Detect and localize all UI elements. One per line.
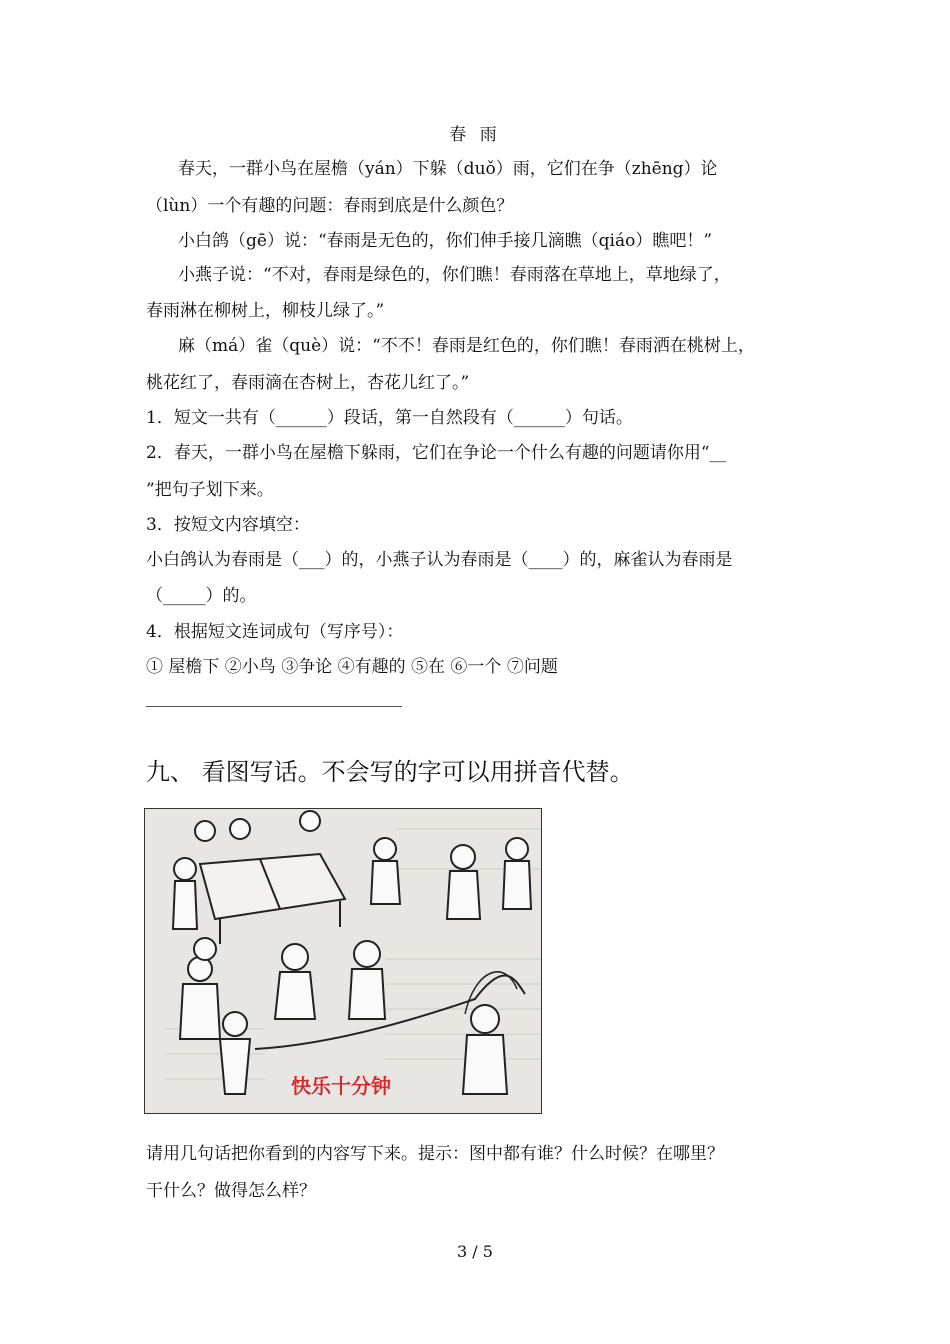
question-line: ① 屋檐下 ②小鸟 ③争论 ④有趣的 ⑤在 ⑥一个 ⑦问题 bbox=[146, 657, 558, 677]
passage-title: 春 雨 bbox=[449, 125, 501, 145]
cartoon-picture bbox=[144, 808, 542, 1114]
question-line: 4．根据短文连词成句（写序号）： bbox=[146, 622, 404, 642]
passage-line: （lùn）一个有趣的问题：春雨到底是什么颜色？ bbox=[146, 196, 514, 216]
question-line: 小白鸽认为春雨是（___）的，小燕子认为春雨是（____）的，麻雀认为春雨是 bbox=[146, 550, 733, 570]
question-line: （_____）的。 bbox=[146, 586, 257, 606]
question-line: 2．春天，一群小鸟在屋檐下躲雨，它们在争论一个什么有趣的问题请你用“__ bbox=[146, 443, 727, 463]
passage-line: 春天，一群小鸟在屋檐（yán）下躲（duǒ）雨，它们在争（zhēng）论 bbox=[178, 159, 718, 179]
prompt-line: 请用几句话把你看到的内容写下来。提示：图中都有谁？什么时候？在哪里？ bbox=[146, 1144, 724, 1164]
picture-caption: 快乐十分钟 bbox=[291, 1074, 391, 1098]
prompt-line: 干什么？做得怎么样？ bbox=[146, 1181, 316, 1201]
question-line: 1．短文一共有（______）段话，第一自然段有（______）句话。 bbox=[146, 408, 633, 428]
passage-line: 春雨淋在柳树上，柳枝儿绿了。” bbox=[146, 301, 385, 321]
passage-line: 小燕子说：“不对，春雨是绿色的，你们瞧！春雨落在草地上，草地绿了， bbox=[178, 265, 731, 285]
passage-line: 小白鸽（gē）说：“春雨是无色的，你们伸手接几滴瞧（qiáo）瞧吧！” bbox=[178, 231, 713, 251]
page-number: 3 / 5 bbox=[457, 1242, 493, 1261]
passage-line: 桃花红了，春雨滴在杏树上，杏花儿红了。” bbox=[146, 373, 470, 393]
answer-line bbox=[146, 706, 402, 707]
question-line: 3．按短文内容填空： bbox=[146, 515, 310, 535]
question-line: ”把句子划下来。 bbox=[146, 480, 274, 500]
passage-line: 麻（má）雀（què）说：“不不！春雨是红色的，你们瞧！春雨洒在桃树上， bbox=[178, 336, 755, 356]
section-heading: 九、 看图写话。不会写的字可以用拼音代替。 bbox=[146, 758, 634, 786]
